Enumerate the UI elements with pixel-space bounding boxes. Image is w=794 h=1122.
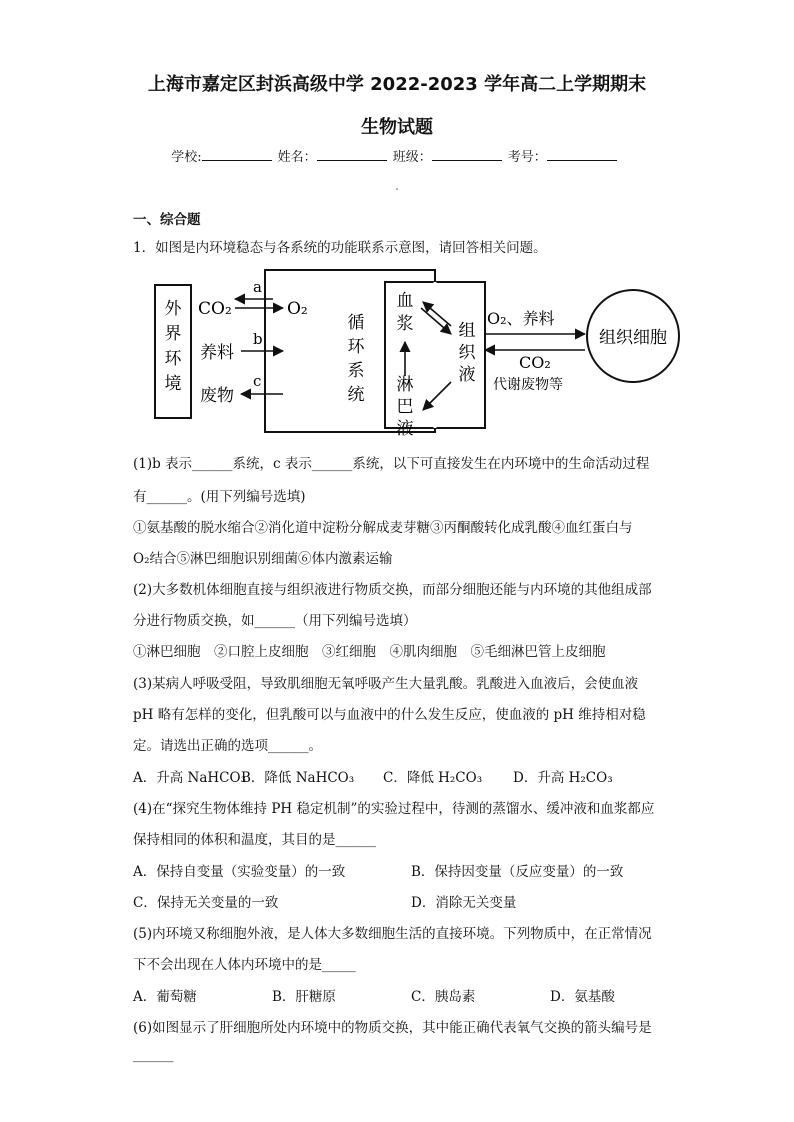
q1-part3-line3: 定。请选出正确的选项______。 [133, 738, 322, 754]
q1-part1-options-line1: ①氨基酸的脱水缩合②消化道中淀粉分解成麦芽糖③丙酮酸转化成乳酸④血红蛋白与 [133, 520, 633, 536]
section-title: 一、综合题 [133, 212, 201, 228]
nutrients-label: 养料 [200, 343, 234, 363]
option-a[interactable]: A．保持自变量（实验变量）的一致 [133, 864, 346, 880]
class-label: 班级： [392, 150, 432, 165]
q1-part3-line2: pH 略有怎样的变化，但乳酸可以与血液中的什么发生反应，使血液的 pH 维持相对稳 [133, 707, 646, 723]
circ-char-4: 统 [347, 385, 365, 405]
school-label: 学校: [171, 150, 202, 165]
diagram-svg [133, 258, 688, 440]
question-intro: 1．如图是内环境稳态与各系统的功能联系示意图，请回答相关问题。 [133, 240, 547, 256]
q1-part2-line1: (2)大多数机体细胞直接与组织液进行物质交换，而部分细胞还能与内环境的其他组成部 [133, 582, 652, 598]
q1-part1-line1: (1)b 表示______系统，c 表示______系统，以下可直接发生在内环境中的生命活动过程 [133, 456, 650, 472]
outer-env-char-4: 境 [164, 374, 182, 394]
option-c[interactable]: C．胰岛素 [411, 989, 476, 1005]
option-d[interactable]: D．消除无关变量 [411, 895, 517, 911]
scan-dot [396, 188, 398, 190]
tissue-char-3: 液 [458, 365, 476, 385]
tissue-char-1: 组 [458, 321, 476, 341]
lymph-char-1: 淋 [396, 375, 414, 395]
q1-part3-line1: (3)某病人呼吸受阻，导致肌细胞无氧呼吸产生大量乳酸。乳酸进入血液后，会使血液 [133, 676, 639, 692]
option-d[interactable]: D．升高 H₂CO₃ [513, 770, 613, 786]
number-label: 考号： [507, 150, 547, 165]
number-blank[interactable] [547, 148, 617, 161]
co2-right-label: CO₂ [519, 353, 551, 372]
name-label: 姓名： [277, 150, 317, 165]
o2-nutrients-label: O₂、养料 [487, 309, 555, 328]
q1-part2-line2: 分进行物质交换，如______（用下列编号选填） [133, 613, 417, 629]
lymph-char-3: 液 [396, 419, 414, 439]
q1-part4-line2: 保持相同的体积和温度，其目的是______ [133, 832, 376, 848]
plasma-char-1: 血 [396, 291, 414, 311]
homeostasis-diagram [133, 258, 688, 440]
label-c: c [253, 372, 262, 390]
tissue-cell-label: 组织细胞 [599, 328, 667, 348]
option-b[interactable]: B．降低 NaHCO₃ [241, 770, 355, 786]
plasma-char-2: 浆 [396, 314, 414, 334]
name-blank[interactable] [317, 148, 387, 161]
waste-label: 废物 [200, 386, 234, 406]
lymph-char-2: 巴 [396, 397, 414, 417]
school-blank[interactable] [202, 148, 272, 161]
q1-part5-line1: (5)内环境又称细胞外液，是人体大多数细胞生活的直接环境。下列物质中，在正常情况 [133, 926, 652, 942]
q1-part1-line2: 有______。(用下列编号选填) [133, 489, 306, 505]
circ-char-2: 环 [347, 337, 365, 357]
circ-char-1: 循 [347, 313, 365, 333]
tissue-char-2: 织 [458, 343, 476, 363]
outer-env-char-3: 环 [164, 349, 182, 369]
option-d[interactable]: D．氨基酸 [550, 989, 615, 1005]
tissue-to-lymph-arrow [423, 382, 451, 410]
q1-part2-options: ①淋巴细胞 ②口腔上皮细胞 ③红细胞 ④肌肉细胞 ⑤毛细淋巴管上皮细胞 [133, 644, 606, 660]
metabolic-waste-label: 代谢废物等 [493, 377, 563, 393]
exam-title-line1: 上海市嘉定区封浜高级中学 2022-2023 学年高二上学期期末 [147, 74, 647, 95]
outer-env-char-2: 界 [164, 324, 182, 344]
o2-label: O₂ [287, 299, 308, 319]
label-a: a [253, 278, 262, 296]
circ-char-3: 系 [347, 361, 365, 381]
option-c[interactable]: C．降低 H₂CO₃ [383, 770, 483, 786]
option-b[interactable]: B．保持因变量（反应变量）的一致 [411, 864, 624, 880]
option-b[interactable]: B．肝糖原 [272, 989, 336, 1005]
q1-part4-line1: (4)在“探究生物体维持 PH 稳定机制”的实验过程中，待测的蒸馏水、缓冲液和血浆都应 [133, 801, 655, 817]
q1-part6-line1: (6)如图显示了肝细胞所处内环境中的物质交换，其中能正确代表氧气交换的箭头编号是 [133, 1020, 652, 1036]
option-a[interactable]: A．葡萄糖 [133, 989, 197, 1005]
option-a[interactable]: A．升高 NaHCO₃ [133, 770, 246, 786]
q1-part1-options-line2: O₂结合⑤淋巴细胞识别细菌⑥体内激素运输 [133, 551, 393, 567]
option-c[interactable]: C．保持无关变量的一致 [133, 895, 279, 911]
student-info-row [0, 146, 794, 165]
co2-label: CO₂ [198, 299, 232, 319]
outer-env-char-1: 外 [164, 299, 182, 319]
class-blank[interactable] [432, 148, 502, 161]
label-b: b [253, 330, 263, 348]
q1-part6-line2: ______ [133, 1047, 174, 1063]
q1-part5-line2: 下不会出现在人体内环境中的是_____ [133, 957, 356, 973]
exam-title-line2: 生物试题 [361, 117, 433, 138]
